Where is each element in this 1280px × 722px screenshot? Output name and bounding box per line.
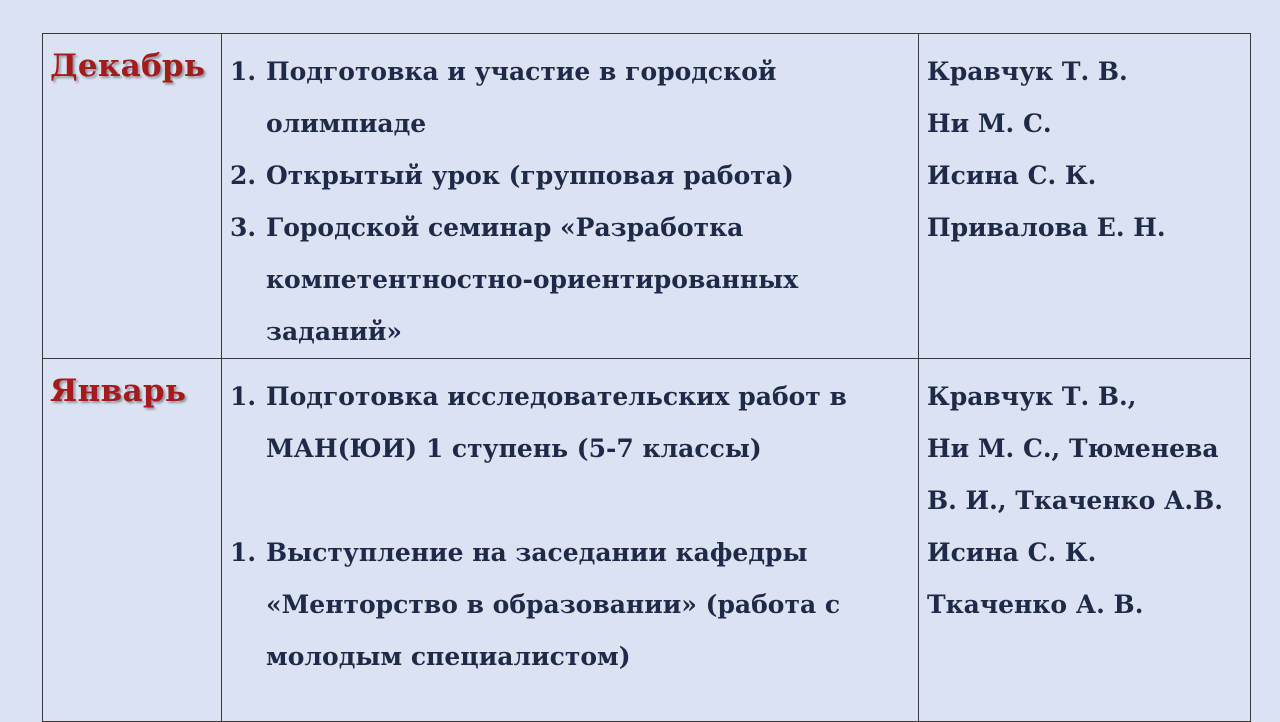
list-item (230, 371, 910, 475)
item-number: 1. (230, 382, 257, 411)
plan-table (42, 33, 1251, 722)
task-list (222, 359, 918, 683)
people-cell (919, 359, 1251, 722)
person-line: Ткаченко А. В. (927, 590, 1144, 619)
item-number: 2. (230, 161, 257, 190)
item-text: Открытый урок (групповая работа) (266, 161, 794, 190)
person-line: Исина С. К. (927, 161, 1097, 190)
month-cell (43, 359, 222, 722)
list-item (230, 527, 910, 683)
person-line: В. И., Ткаченко А.В. (927, 486, 1223, 515)
people-list (919, 359, 1250, 631)
people-list (919, 34, 1250, 254)
item-number: 1. (230, 57, 257, 86)
person-line: Кравчук Т. В., (927, 382, 1137, 411)
person-line: Кравчук Т. В. (927, 57, 1128, 86)
people-cell (919, 34, 1251, 359)
person-line: Исина С. К. (927, 538, 1097, 567)
task-list (222, 34, 918, 358)
person-line: Ни М. С., Тюменева (927, 434, 1219, 463)
table-row (43, 359, 1251, 722)
list-item (230, 46, 910, 150)
item-text: Выступление на заседании кафедры «Менторство в образовании» (работа с молодым специалистом) (266, 538, 841, 671)
list-item (230, 202, 910, 358)
person-line: Ни М. С. (927, 109, 1052, 138)
item-number: 3. (230, 213, 257, 242)
item-text: Подготовка исследовательских работ в МАН(ЮИ) 1 ступень (5-7 классы) (266, 382, 847, 463)
item-number: 1. (230, 538, 257, 567)
month-label: Декабрь (50, 48, 206, 84)
list-item (230, 150, 910, 202)
table-row (43, 34, 1251, 359)
person-line: Привалова Е. Н. (927, 213, 1166, 242)
item-text: Городской семинар «Разработка компетентностно-ориентированных заданий» (266, 213, 799, 346)
item-text: Подготовка и участие в городской олимпиаде (266, 57, 777, 138)
month-label: Январь (50, 373, 187, 409)
tasks-cell (222, 34, 919, 359)
month-cell (43, 34, 222, 359)
tasks-cell (222, 359, 919, 722)
